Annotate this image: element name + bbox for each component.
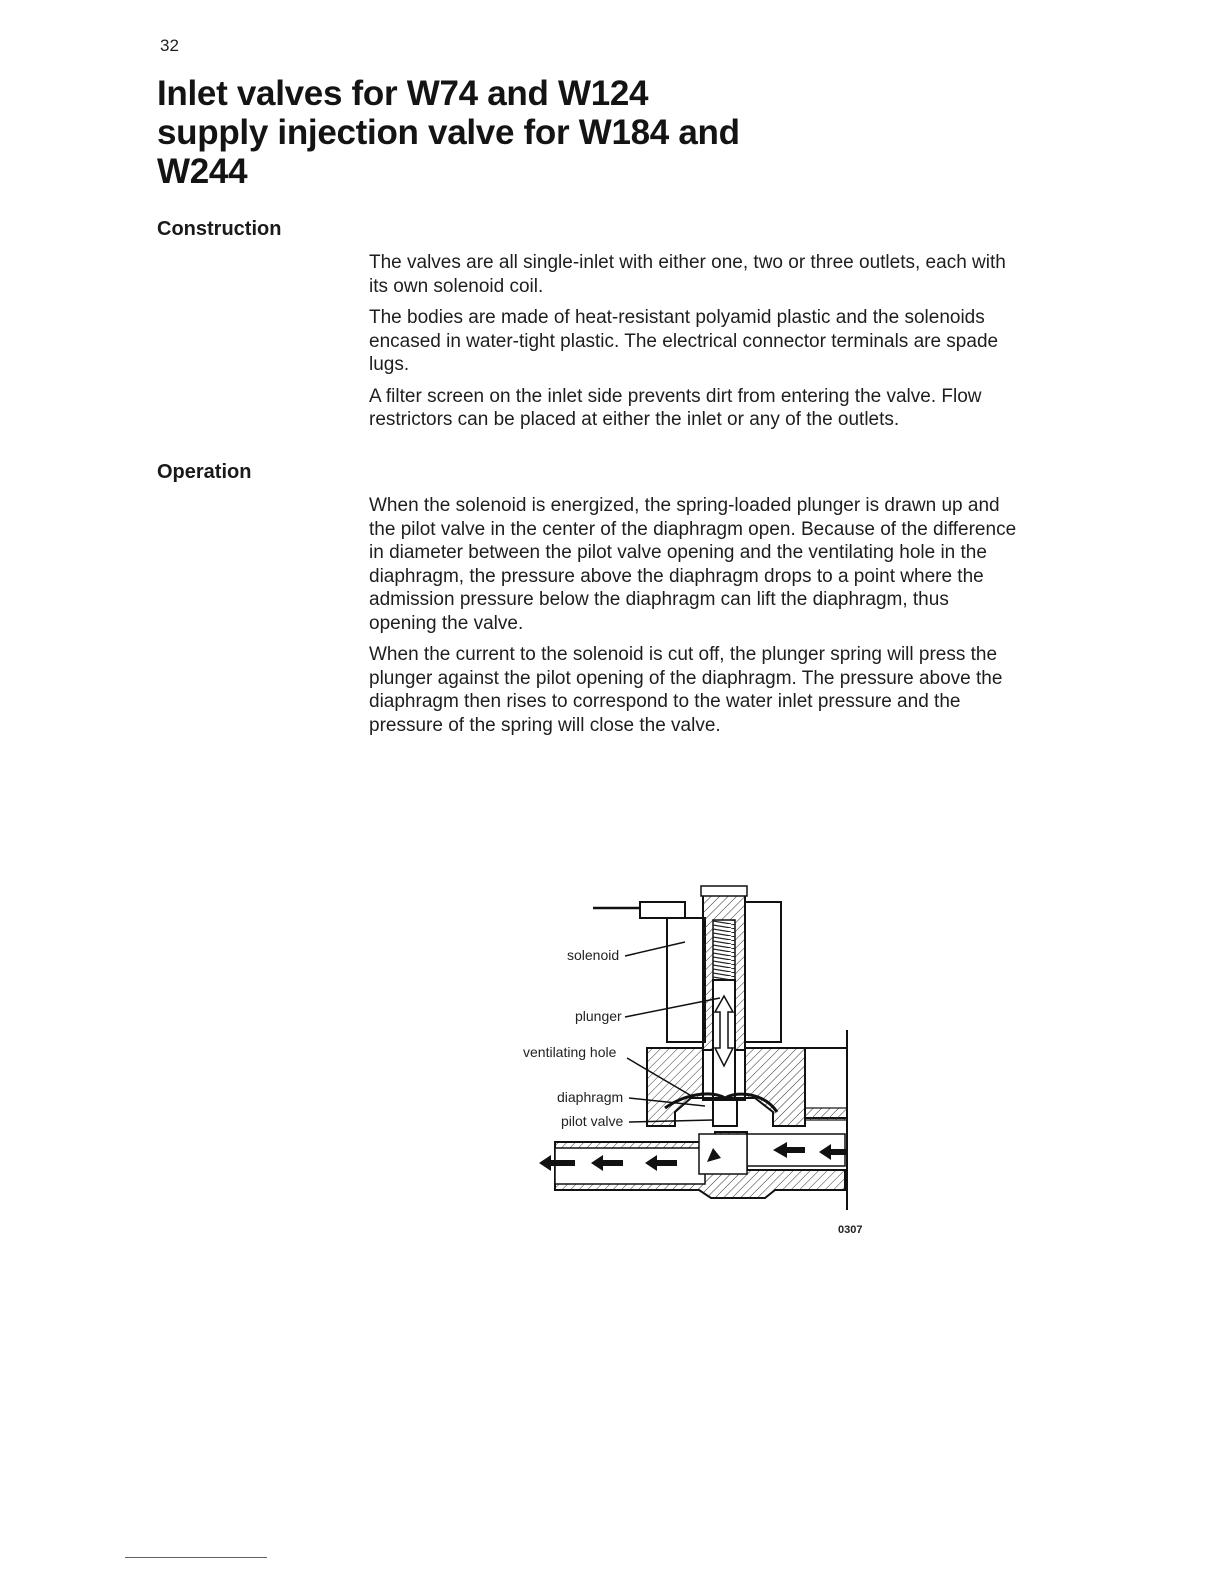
figure-number: 0307 <box>838 1224 863 1236</box>
label-solenoid: solenoid <box>567 947 620 963</box>
label-pilot-valve: pilot valve <box>561 1113 624 1129</box>
construction-paragraph: A filter screen on the inlet side prevents dirt from entering the valve. Flow restrictors can be placed at either the inlet or any of the outlets. <box>369 385 982 430</box>
construction-text <box>369 251 1019 440</box>
operation-paragraph: When the current to the solenoid is cut off, the plunger spring will press the plunger against the pilot opening of the diaphragm. The pressure above the diaphragm then rises to correspond to the water inlet pressure and the pressure of the spring will close the valve. <box>369 644 1003 736</box>
footer-rule <box>125 1557 267 1558</box>
page-number: 32 <box>160 36 179 55</box>
operation-text <box>369 494 1019 745</box>
construction-paragraph: The bodies are made of heat-resistant polyamid plastic and the solenoids encased in water-tight plastic. The electrical connector terminals are spade lugs. <box>369 307 999 375</box>
construction-paragraph: The valves are all single-inlet with either one, two or three outlets, each with its own solenoid coil. <box>369 252 1006 297</box>
valve-cross-section-diagram <box>515 880 875 1210</box>
title-line-3: W244 <box>157 152 248 191</box>
label-diaphragm: diaphragm <box>557 1089 624 1105</box>
operation-paragraph: When the solenoid is energized, the spring-loaded plunger is drawn up and the pilot valve in the center of the diaphragm open. Because of the difference in diameter between the pilot valve opening and the ventilating hole in the diaphragm, the pressure above the diaphragm drops to a point where the admission pressure below the diaphragm can lift the diaphragm, thus opening the valve. <box>369 495 1017 634</box>
label-ventilating-hole: ventilating hole <box>523 1044 617 1060</box>
leader-line <box>629 1120 713 1122</box>
plunger-spring <box>713 920 735 980</box>
label-plunger: plunger <box>575 1008 622 1024</box>
pilot-valve <box>713 1100 737 1126</box>
title-line-1: Inlet valves for W74 and W124 <box>157 74 649 113</box>
page-title <box>157 74 877 191</box>
core-tube <box>701 886 747 1100</box>
title-line-2: supply injection valve for W184 and <box>157 113 740 152</box>
construction-heading: Construction <box>157 218 282 240</box>
solenoid-coil-left <box>667 918 705 1042</box>
solenoid-coil-right <box>745 902 781 1042</box>
operation-heading: Operation <box>157 461 252 483</box>
